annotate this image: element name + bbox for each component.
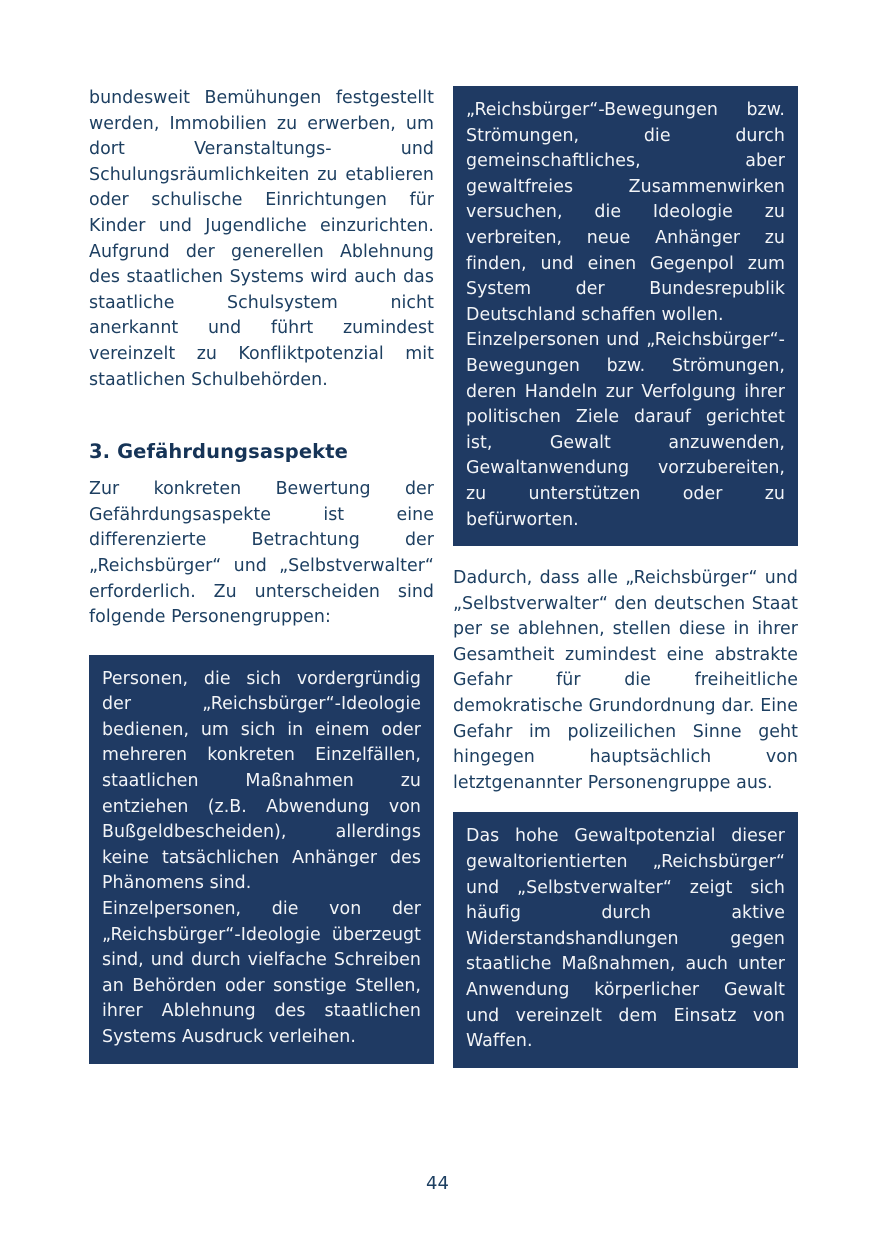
highlight-box-left-paragraph-1: Personen, die sich vordergründig der „Reichsbürger“-Ideologie bedienen, um sich in einem oder mehreren konkreten Einzelfällen, staatlichen Maßnahmen zu entziehen (z.B. Abwendung von Bußgeldbescheiden), allerdings keine tatsächlichen Anhänger des Phänomens sind.: [102, 668, 421, 894]
highlight-box-bewegungen-right-top: [453, 86, 798, 546]
highlight-box-right-top-paragraph-2: Einzelpersonen und „Reichsbürger“-Bewegungen bzw. Strömungen, deren Handeln zur Verfolgung ihrer politischen Ziele darauf gerichtet ist, Gewalt anzuwenden, Gewaltanwendung vorzubereiten, zu unterstützen oder zu befürworten.: [466, 330, 785, 530]
right-column: [453, 86, 798, 1068]
highlight-box-right-bottom-paragraph-1: Das hohe Gewaltpotenzial dieser gewaltorientierten „Reichsbürger“ und „Selbstverwalter“ zeigt sich häufig durch aktive Widerstandshandlungen gegen staatliche Maßnahmen, auch unter Anwendung körperlicher Gewalt und vereinzelt dem Einsatz von Waffen.: [466, 826, 785, 1052]
highlight-box-personengruppen-left: [89, 655, 434, 1064]
highlight-box-left-paragraph-2: Einzelpersonen, die von der „Reichsbürger“-Ideologie überzeugt sind, und durch vielfache Schreiben an Behörden oder sonstige Stellen, ihrer Ablehnung des staatlichen Systems Ausdruck verleihen.: [102, 899, 421, 1047]
spacer-before-right-bottom-box: [453, 796, 798, 812]
left-column: [89, 86, 434, 1064]
highlight-box-gewaltpotenzial-right-bottom: [453, 812, 798, 1067]
spacer-before-left-box: [89, 631, 434, 655]
highlight-box-right-top-paragraph-1: „Reichsbürger“-Bewegungen bzw. Strömungen, die durch gemeinschaftliches, aber gewaltfreies Zusammenwirken versuchen, die Ideologie zu verbreiten, neue Anhänger zu finden, und einen Gegenpol zum System der Bundesrepublik Deutschland schaffen wollen.: [466, 100, 785, 325]
paragraph-continued-from-previous-page: bundesweit Bemühungen festgestellt werden, Immobilien zu erwerben, um dort Veranstaltungs- und Schulungsräumlichkeiten zu etablieren oder schulische Einrichtungen für Kinder und Jugendliche einzurichten. Aufgrund der generellen Ablehnung des staatlichen Systems wird auch das staatliche Schulsystem nicht anerkannt und führt zumindest vereinzelt zu Konfliktpotenzial mit staatlichen Schulbehörden.: [89, 88, 434, 390]
paragraph-intro-personengruppen: Zur konkreten Bewertung der Gefährdungsaspekte ist eine differenzierte Betrachtung der „Reichsbürger“ und „Selbstverwalter“ erforderlich. Zu unterscheiden sind folgende Personengruppen:: [89, 479, 434, 628]
page-number: 44: [426, 1173, 449, 1194]
spacer-after-heading: [89, 465, 434, 477]
section-heading-gefaehrdungsaspekte: 3. Gefährdungsaspekte: [89, 440, 348, 464]
spacer-before-heading: [89, 393, 434, 439]
paragraph-abstrakte-gefahr: Dadurch, dass alle „Reichsbürger“ und „Selbstverwalter“ den deutschen Staat per se ablehnen, stellen diese in ihrer Gesamtheit zumindest eine abstrakte Gefahr für die freiheitliche demokratische Grundordnung dar. Eine Gefahr im polizeilichen Sinne geht hingegen hauptsächlich von letztgenannter Personengruppe aus.: [453, 568, 798, 793]
spacer-after-right-top-box: [453, 546, 798, 566]
